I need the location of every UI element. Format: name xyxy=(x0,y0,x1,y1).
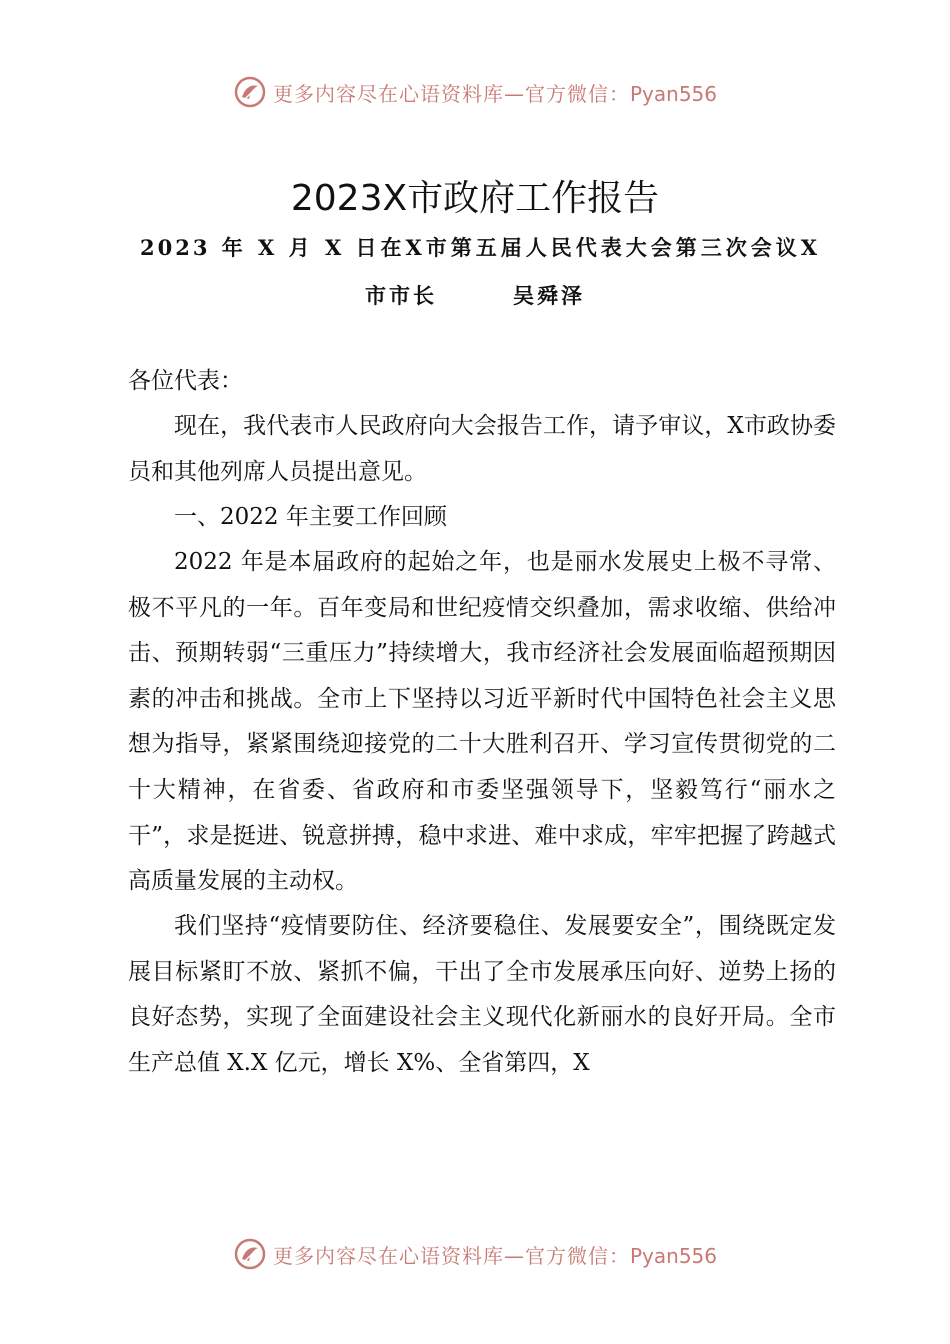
body-paragraph-1: 现在，我代表市人民政府向大会报告工作，请予审议，X市政协委员和其他列席人员提出意见。 xyxy=(128,413,836,485)
watermark-text: 更多内容尽在心语资料库—官方微信：Pyan556 xyxy=(272,81,717,106)
logo-icon xyxy=(233,1237,267,1271)
body-paragraph-3: 我们坚持“疫情要防住、经济要稳住、发展要安全”，围绕既定发展目标紧盯不放、紧抓不偏，干出了全市发展承压向好、逆势上扬的良好态势，实现了全面建设社会主义现代化新丽水的良好开局。全市生产总值 X.X 亿元，增长 X%、全省第四，X xyxy=(128,913,836,1076)
salutation: 各位代表： xyxy=(128,368,243,394)
watermark-text: 更多内容尽在心语资料库—官方微信：Pyan556 xyxy=(272,1243,717,1268)
document-title: 2023X市政府工作报告 xyxy=(290,178,660,219)
watermark-banner-top xyxy=(0,72,950,112)
watermark-banner-bottom xyxy=(0,1234,950,1274)
section-heading: 一、2022 年主要工作回顾 xyxy=(174,504,447,530)
speaker-name: 吴舜泽 xyxy=(513,283,585,308)
subtitle-line-1: 2023 年 X 月 X 日在X市第五届人民代表大会第三次会议X xyxy=(140,235,820,260)
speaker-role: 市市长 xyxy=(365,283,437,308)
body-paragraph-2: 2022 年是本届政府的起始之年，也是丽水发展史上极不寻常、极不平凡的一年。百年变局和世纪疫情交织叠加，需求收缩、供给冲击、预期转弱“三重压力”持续增大，我市经济社会发展面临超预期因素的冲击和挑战。全市上下坚持以习近平新时代中国特色社会主义思想为指导，紧紧围绕迎接党的二十大胜利召开、学习宣传贯彻党的二十大精神，在省委、省政府和市委坚强领导下，坚毅笃行“丽水之干”，求是挺进、锐意拼搏，稳中求进、难中求成，牢牢把握了跨越式高质量发展的主动权。 xyxy=(128,549,836,895)
logo-icon xyxy=(233,75,267,109)
subtitle-line-2 xyxy=(0,280,950,310)
